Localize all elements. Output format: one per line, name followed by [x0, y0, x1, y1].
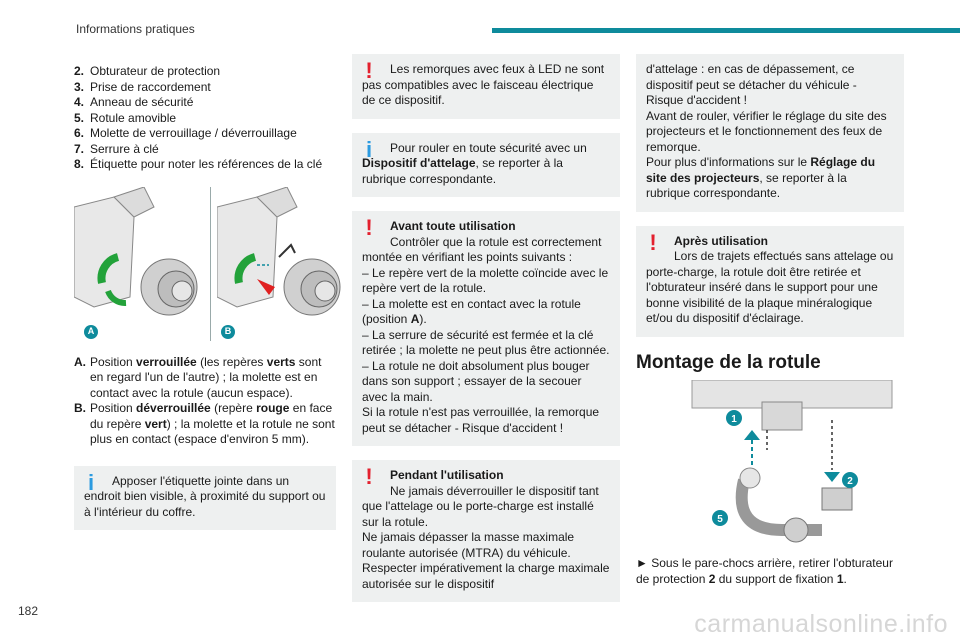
- warning-box-continued: d'attelage : en cas de dépassement, ce dispositif peut se détacher du véhicule - Risque d'accident ! Avant de rouler, vérifier le réglage du site des projecteurs et le fonctionnement des feux de remorque. Pour plus d'informations sur le Réglage du site des projecteurs, se reporter à la rubrique correspondante.: [636, 54, 904, 212]
- list-item: 3. Prise de raccordement: [74, 79, 211, 94]
- marker-5: 5: [717, 514, 723, 525]
- warning-icon: !: [365, 58, 373, 83]
- warning-icon: !: [365, 464, 373, 489]
- warning-box-before-use: ! Avant toute utilisation Contrôler que la rotule est correctement montée en vérifiant les points suivants : – Le repère vert de la molette coïncide avec le repère vert de la rotule. – La molette est en contact avec la rotule (position A). – La serrure de sécurité est fermée et la clé retirée ; la molette ne peut plus être actionnée. – La rotule ne doit absolument plus bouger dans son support ; essayer de la secouer avec la main. Si la rotule n'est pas verrouillée, la remorque peut se détacher - Risque d'accident !: [352, 211, 620, 446]
- marker-2: 2: [847, 476, 853, 487]
- warning-box-during-use: ! Pendant l'utilisation Ne jamais déverrouiller le dispositif tant que l'attelage ou le porte-charge est installé sur la rotule. Ne jamais dépasser la masse maximale roulante autorisée (MTRA) du véhicule. Respecter impérativement la charge maximale autorisée sur le dispositif: [352, 460, 620, 602]
- list-item: 4. Anneau de sécurité: [74, 95, 194, 109]
- info-icon: i: [87, 469, 95, 495]
- step-instruction: ► Sous le pare-chocs arrière, retirer l'obturateur de protection 2 du support de fixation 1.: [636, 556, 893, 586]
- info-box-label: i Apposer l'étiquette jointe dans un endroit bien visible, à proximité du support ou à l'intérieur du coffre.: [74, 466, 336, 531]
- info-box-safety: i Pour rouler en toute sécurité avec un Dispositif d'attelage, se reporter à la rubrique correspondante.: [352, 133, 620, 198]
- header-accent-bar: [492, 28, 960, 33]
- figure-a-locked: [74, 187, 204, 341]
- mounting-illustration: [672, 380, 904, 550]
- towball-mounting-diagram: [672, 380, 902, 550]
- towball-locked-illustration: [74, 187, 204, 341]
- positions-list: [74, 355, 336, 448]
- warning-box-after-use: ! Après utilisation Lors de trajets effectués sans attelage ou porte-charge, la rotule doit être retirée et l'obturateur inséré dans le support pour une bonne visibilité de la plaque minéralogique et/ou du dispositif d'éclairage.: [636, 226, 904, 337]
- parts-legend: [74, 64, 336, 173]
- list-item: 2. Obturateur de protection: [74, 64, 221, 78]
- list-item: 7. Serrure à clé: [74, 141, 159, 156]
- list-item: 5. Rotule amovible: [74, 110, 177, 125]
- header-section-title: Informations pratiques: [76, 22, 195, 36]
- column-middle: [352, 54, 620, 616]
- list-item: 8. Étiquette pour noter les références de la clé: [74, 157, 323, 171]
- position-b: B. Position déverrouillée (repère rouge en face du repère vert) ; la molette et la rotule ne sont plus en contact (espace d'environ 5 mm).: [74, 401, 335, 446]
- warning-icon: !: [649, 229, 657, 255]
- watermark: carmanualsonline.info: [694, 610, 948, 638]
- figure-label-b: B: [221, 325, 235, 339]
- column-right: [636, 54, 904, 587]
- warning-box-led: ! Les remorques avec feux à LED ne sont pas compatibles avec le faisceau électrique de ce dispositif.: [352, 54, 620, 119]
- page-number: 182: [18, 604, 39, 618]
- step-arrow-icon: ►: [636, 556, 648, 570]
- towball-unlocked-illustration: [217, 187, 347, 341]
- figures-ab: [74, 187, 336, 341]
- warning-icon: !: [365, 215, 373, 240]
- figure-label-a: A: [84, 325, 98, 339]
- section-title: Montage de la rotule: [636, 351, 821, 373]
- marker-1: 1: [731, 414, 737, 425]
- info-icon: i: [365, 136, 373, 162]
- column-left: [74, 64, 336, 544]
- list-item: 6. Molette de verrouillage / déverrouillage: [74, 126, 297, 140]
- figure-b-unlocked: [210, 187, 347, 341]
- position-a: A. Position verrouillée (les repères verts sont en regard l'un de l'autre) ; la molette est en contact avec la rotule (aucun espace).: [74, 354, 322, 400]
